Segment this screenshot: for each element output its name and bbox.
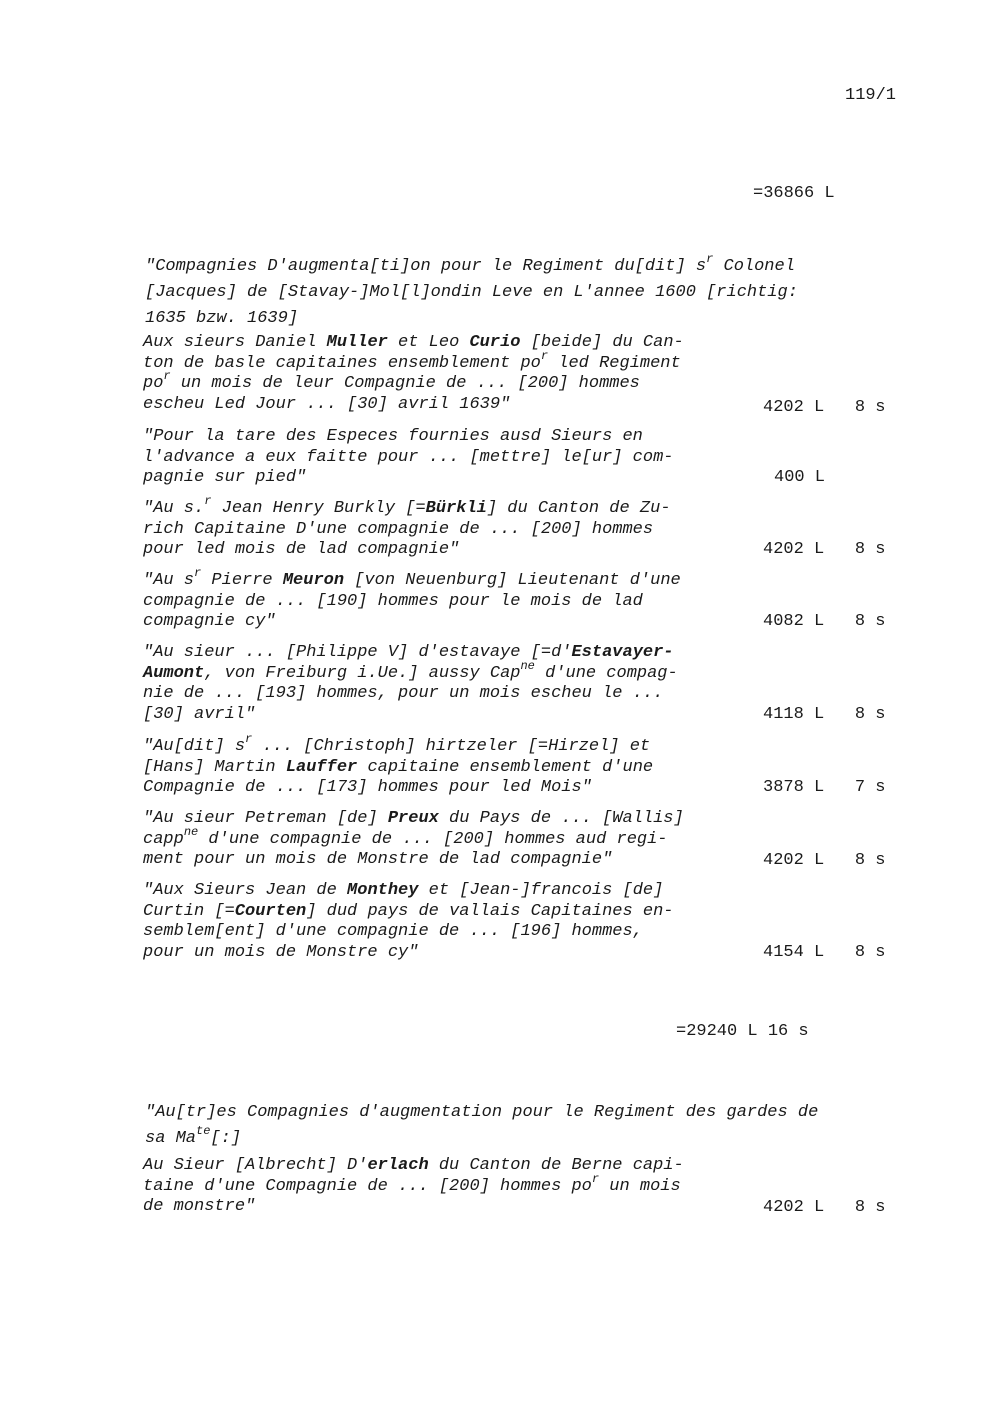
- section2-heading-line2: sa $Ma^{te}[:]$: [145, 1124, 242, 1148]
- total-second: =29240 L 16 s: [676, 1022, 809, 1041]
- entry-muller-curio: Aux sieurs Daniel Muller et Leo Curio [beide] du Can- ton de basle capitaines ensemblement $po^r$ led Regiment $po^r$ un mois de leur Compagnie de ... [200] hommes escheu Led Jour ... [30] avril 1639": [143, 333, 684, 414]
- section2-heading: [145, 1100, 890, 1152]
- section1-heading-line3: 1635 bzw. 1639]: [145, 309, 299, 328]
- entry-meuron: "Au $s^r$ Pierre Meuron [von Neuenburg] Lieutenant d'une compagnie de ... [190] hommes pour le mois de lad compagnie cy": [143, 566, 681, 631]
- amount: 4202 L 8 s: [763, 540, 886, 559]
- entry-estavayer: "Au sieur ... [Philippe V] d'estavaye [=d'Estavayer- Aumont, von Freiburg i.Ue.] aussy Cap$^{ne}$ d'une compag- nie de ... [193] hommes, pour un mois escheu le ... [30] avril": [143, 643, 678, 724]
- amount: 4202 L 8 s: [763, 398, 886, 417]
- amount: 4154 L 8 s: [763, 943, 886, 962]
- amount: 4082 L 8 s: [763, 612, 886, 631]
- total-first: =36866 L: [753, 184, 835, 203]
- entry-tare-especes: "Pour la tare des Especes fournies ausd Sieurs en l'advance a eux faitte pour ... [mettre] le[ur] com- pagnie sur pied": [143, 427, 674, 487]
- entry-monthey-courten: "Aux Sieurs Jean de Monthey et [Jean-]francois [de] Curtin [=Courten] dud pays de vallais Capitaines en- semblem[ent] d'une compagnie de ... [196] hommes, pour un mois de Monstre cy": [143, 881, 674, 962]
- amount: 4118 L 8 s: [763, 705, 886, 724]
- entry-preux: "Au sieur Petreman [de] Preux du Pays de ... [Wallis] capp$^{ne}$ d'une compagnie de ... [200] hommes aud regi- ment pour un mois de Monstre de lad compagnie": [143, 809, 684, 869]
- page-number: 119/1: [845, 86, 897, 105]
- section1-heading: [145, 254, 890, 332]
- amount: 4202 L 8 s: [763, 851, 886, 870]
- amount: 4202 L 8 s: [763, 1198, 886, 1217]
- section1-heading-line1: "Compagnies D'augmenta[ti]on pour le Regiment du[dit] $s^r$ Colonel: [145, 252, 795, 276]
- entry-hirzel-lauffer: "Au[dit] $s^r$ ... [Christoph] hirtzeler [=Hirzel] et [Hans] Martin Lauffer capitaine ensemblement d'une Compagnie de ... [173] hommes pour led Mois": [143, 732, 654, 797]
- amount: 3878 L 7 s: [763, 778, 886, 797]
- amount: 400 L: [774, 468, 826, 487]
- section1-heading-line2: [Jacques] de [Stavay-]Mol[l]ondin Leve en L'annee 1600 [richtig:: [145, 283, 798, 302]
- entry-erlach: Au Sieur [Albrecht] D'erlach du Canton de Berne capi- taine d'une Compagnie de ... [200] hommes $po^r$ un mois de monstre": [143, 1156, 684, 1216]
- section2-heading-line1: "Au[tr]es Compagnies d'augmentation pour le Regiment des gardes de: [145, 1103, 819, 1122]
- entry-burkli: "Au s.$^r$ Jean Henry Burkly [=Bürkli] du Canton de Zu- rich Capitaine D'une compagnie de ... [200] hommes pour led mois de lad compagnie": [143, 494, 671, 559]
